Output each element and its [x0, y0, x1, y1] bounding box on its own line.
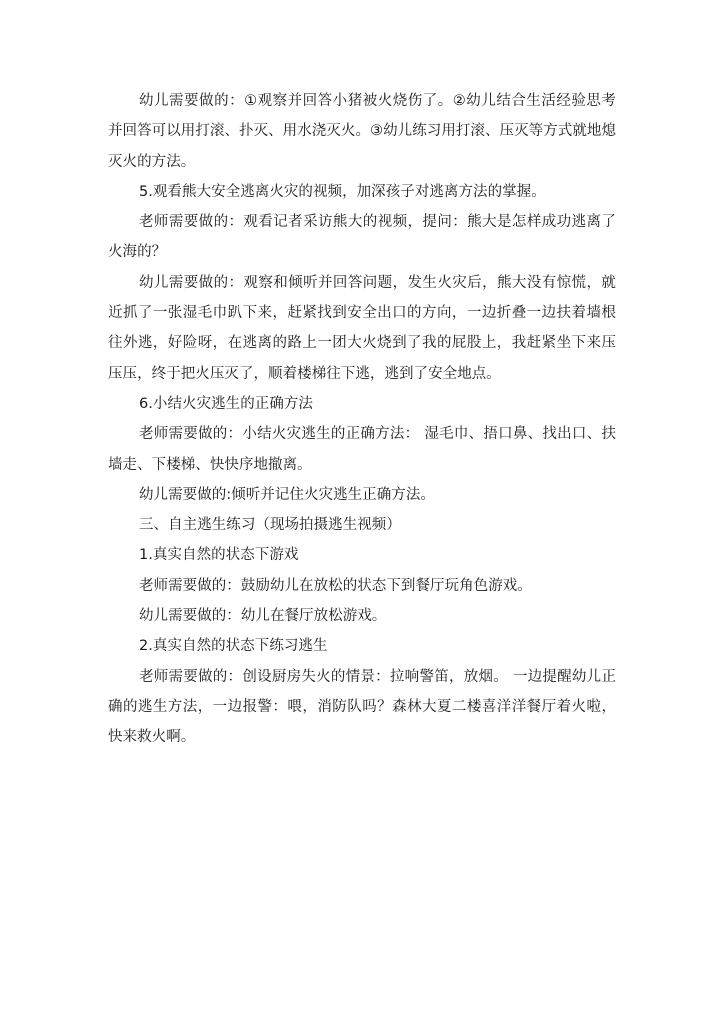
paragraph-step-5-heading: 5.观看熊大安全逃离火灾的视频，加深孩子对逃离方法的掌握。	[139, 183, 546, 200]
paragraph-step-1-heading: 1.真实自然的状态下游戏	[139, 547, 299, 564]
paragraph-child-remember: 幼儿需要做的:倾听并记住火灾逃生正确方法。	[139, 486, 435, 503]
paragraph-child-play: 幼儿需要做的：幼儿在餐厅放松游戏。	[139, 608, 387, 625]
paragraph-step-2-heading: 2.真实自然的状态下练习逃生	[139, 638, 328, 655]
paragraph-teacher-encourage-play: 老师需要做的：鼓励幼儿在放松的状态下到餐厅玩角色游戏。	[139, 577, 532, 594]
paragraph-child-answer-escape: 幼儿需要做的：观察和倾听并回答问题，发生火灾后，熊大没有惊慌，就近抓了一张湿毛巾趴下来，赶紧找到安全出口的方向，一边折叠一边扶着墙根往外逃，好险呀，在逃离的路上一团大火烧到了我的屁股上，我赶紧坐下来压压压，终于把火压灭了，顺着楼梯往下逃，逃到了安全地点。	[108, 274, 616, 382]
paragraph-teacher-fire-scenario: 老师需要做的：创设厨房失火的情景：拉响警笛，放烟。 一边提醒幼儿正确的逃生方法，一边报警：喂，消防队吗？森林大夏二楼喜洋洋餐厅着火啦，快来救火啊。	[108, 668, 616, 746]
paragraph-child-extinguish-actions: 幼儿需要做的：①观察并回答小猪被火烧伤了。②幼儿结合生活经验思考并回答可以用打滚、扑灭、用水浇灭火。③幼儿练习用打滚、压灭等方式就地熄灭火的方法。	[108, 93, 616, 170]
paragraph-section-3-heading: 三、自主逃生练习（现场拍摄逃生视频）	[139, 517, 401, 534]
paragraph-teacher-interview-video: 老师需要做的：观看记者采访熊大的视频，提问：熊大是怎样成功逃离了火海的？	[108, 214, 616, 261]
paragraph-teacher-summary: 老师需要做的：小结火灾逃生的正确方法： 湿毛巾、捂口鼻、找出口、扶墙走、下楼梯、快快序地撤离。	[108, 426, 616, 473]
paragraph-step-6-heading: 6.小结火灾逃生的正确方法	[139, 395, 313, 412]
document-body	[108, 86, 616, 753]
